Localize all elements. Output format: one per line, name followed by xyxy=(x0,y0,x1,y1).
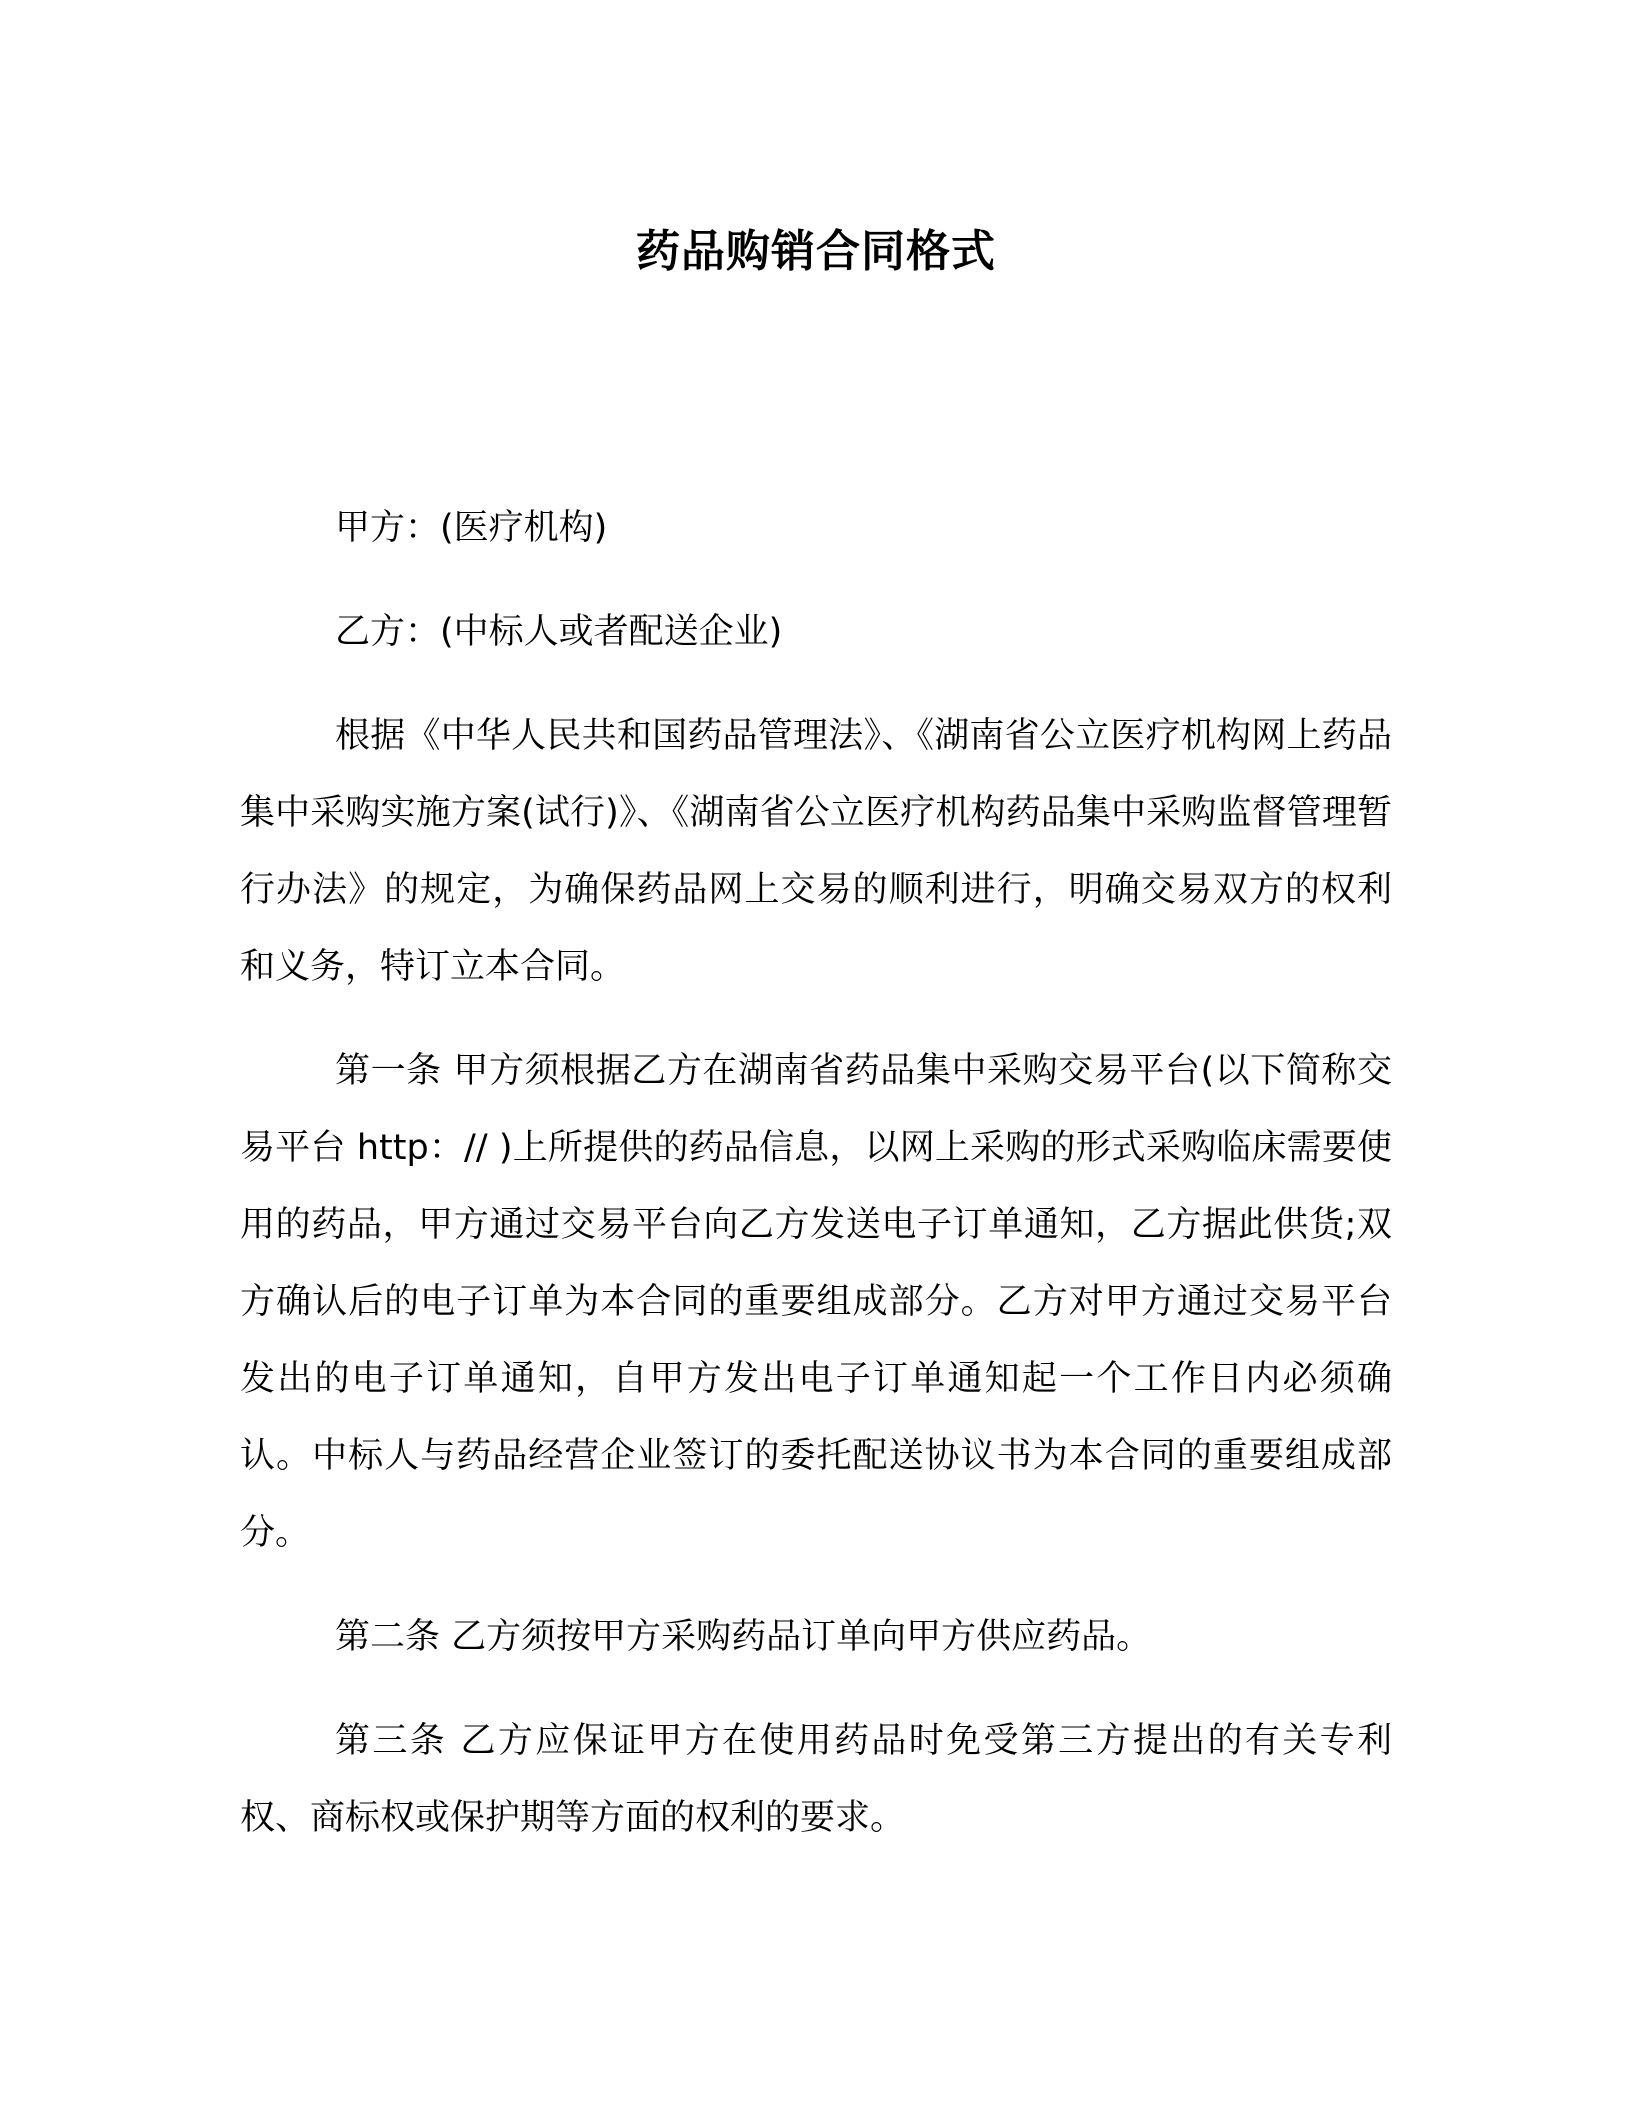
document-body xyxy=(240,490,1392,1884)
document-title: 药品购销合同格式 xyxy=(636,226,996,277)
party-a-line: 甲方：(医疗机构) xyxy=(335,508,608,548)
preamble-paragraph: 根据《中华人民共和国药品管理法》、《湖南省公立医疗机构网上药品集中采购实施方案(试行)》、《湖南省公立医疗机构药品集中采购监督管理暂行办法》的规定，为确保药品网上交易的顺利进行，明确交易双方的权利和义务，特订立本合同。 xyxy=(240,716,1392,987)
article-1-paragraph: 第一条 甲方须根据乙方在湖南省药品集中采购交易平台(以下简称交易平台 http：// )上所提供的药品信息，以网上采购的形式采购临床需要使用的药品，甲方通过交易平台向乙方发送电子订单通知，乙方据此供货;双方确认后的电子订单为本合同的重要组成部分。乙方对甲方通过交易平台发出的电子订单通知，自甲方发出电子订单通知起一个工作日内必须确认。中标人与药品经营企业签订的委托配送协议书为本合同的重要组成部分。 xyxy=(240,1051,1392,1553)
party-b-line: 乙方：(中标人或者配送企业) xyxy=(335,612,783,652)
article-3-paragraph: 第三条 乙方应保证甲方在使用药品时免受第三方提出的有关专利权、商标权或保护期等方面的权利的要求。 xyxy=(240,1721,1392,1838)
article-2-paragraph: 第二条 乙方须按甲方采购药品订单向甲方供应药品。 xyxy=(335,1617,1152,1657)
